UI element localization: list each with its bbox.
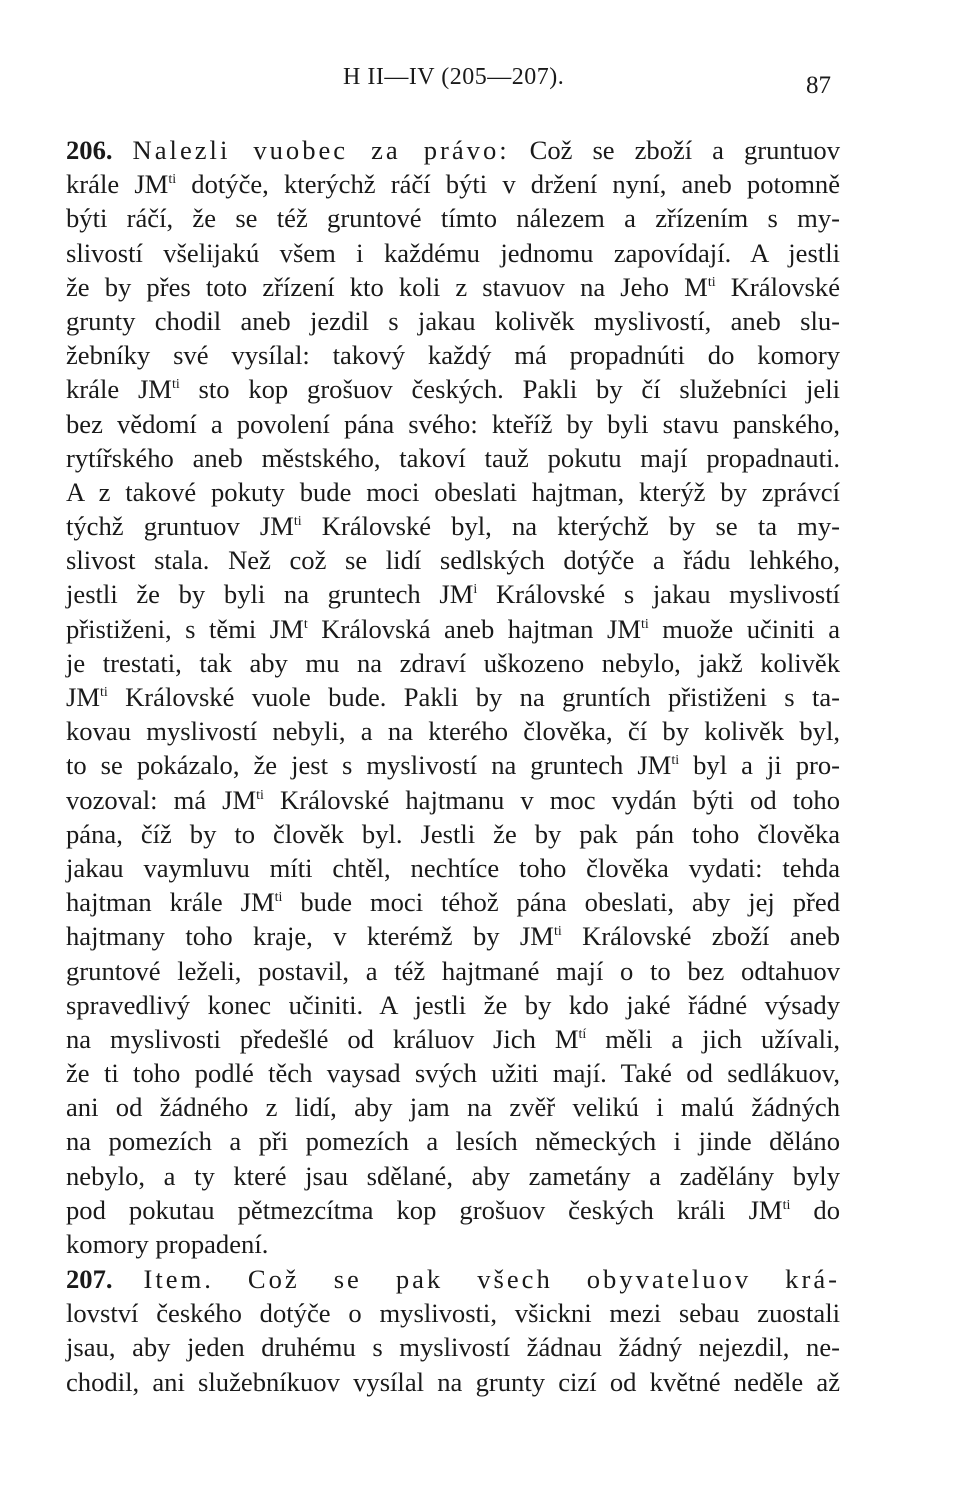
text-line: jakau vaymluvu míti chtěl, nechtíce toho člověka vydati: tehda [66,852,840,883]
text-line: krále $JM^{ti}$ sto kop grošuov českých. Pakli by čí služebníci jeli [66,374,840,405]
paragraph-207 [66,1262,840,1399]
text-line: na myslivosti předešlé od králuov Jich $M^{tí}$ měli a jich užívali, [66,1023,841,1054]
section-heading: Nalezli vuobec za právo: [132,135,510,165]
text-line: jestli že by byli na gruntech $JM^i$ Královské s jakau myslivostí [66,579,840,610]
text-line: je trestati, tak aby mu na zdraví uškozeno nebylo, jakž kolivěk [66,647,840,678]
text-line: gruntové leželi, postavil, a též hajtmané mají o to bez odtahuov [66,955,840,986]
text-line: týchž gruntuov $JM^{ti}$ Královské byl, na kterýchž by se ta my- [66,511,840,542]
text-line: slivost stala. Než což se lidí sedlských dotýče a řádu lehkého, [66,545,840,576]
text-line: lovství českého dotýče o myslivosti, všickni mezi sebau zuostali [66,1298,840,1329]
text-line: slivostí všelijakú všem i každému jednomu zapovídají. A jestli [66,237,840,268]
text-line: žebníky své vysílal: takový každý má propadnúti do komory [66,340,840,371]
text-line: pána, číž by to člověk byl. Jestli že by pak pán toho člověka [66,818,840,849]
text-line: býti ráčí, že se též gruntové tímto nálezem a zřízením s my- [66,203,840,234]
running-head [0,64,960,99]
text-line: A z takové pokuty bude moci obeslati hajtman, kterýž by zprávcí [66,476,840,507]
text-line: $JM^{ti}$ Královské vuole bude. Pakli by na gruntích přistiženi s ta- [66,682,840,712]
text-line: kovau myslivostí nebyli, a na kterého člověka, čí by kolivěk byl, [66,716,840,747]
running-title: H II—IV (205—207). [343,64,565,90]
text-line: že ti toho podlé těch vaysad svých užiti mají. Také od sedlákuov, [66,1058,840,1089]
text-line: ani od žádného z lidí, aby jam na zvěř velikú i malú žádných [66,1092,840,1123]
text-line: nebylo, a ty které jsau sdělané, aby zametány a zadělány byly [66,1160,840,1191]
text-line: hajtmany toho kraje, v kterémž by $JM^{ti}$ Královské zboží aneb [66,921,840,952]
text-line: komory propadení. [66,1229,269,1259]
text-line: rytířského aneb městského, takoví tauž pokutu mají propadnauti. [66,442,840,473]
text-line [66,1262,840,1296]
text-line: chodil, ani služebníkuov vysílal na grunty cizí od květné neděle až [66,1366,840,1397]
text-line: na pomezích a při pomezích a lesích německých i jinde děláno [66,1126,840,1157]
text-line: pod pokutau pětmezcítma kop grošuov českých králi $JM^{ti}$ do [66,1194,840,1225]
text-line: že by přes toto zřízení kto koli z stavuov na Jeho $M^{ti}$ Královské [66,271,840,302]
text-line: to se pokázalo, že jest s myslivostí na gruntech $JM^{ti}$ byl a ji pro- [66,750,840,781]
text-line: přistiženi, s těmi $JM^t$ Královská aneb hajtman $JM^{ti}$ muože učiniti a [66,613,840,644]
section-heading: Item. Což se pak všech obyvateluov krá- [143,1264,840,1294]
section-number: 206. [66,135,113,165]
text-line: bez vědomí a povolení pána svého: kteříž by byli stavu panského, [66,408,840,439]
text-line: jsau, aby jeden druhému s myslivostí žádnau žádný nejezdil, ne- [66,1332,840,1363]
section-number: 207. [66,1264,113,1294]
text-line: spravedlivý konec učiniti. A jestli že by kdo jaké řádné výsady [66,989,840,1020]
page-number: 87 [806,72,831,99]
text-line: 206. Nalezli vuobec za právo: Což se zboží a gruntuov [66,135,840,165]
text-line: vozoval: má $JM^{ti}$ Královské hajtmanu v moc vydán býti od toho [66,784,840,815]
paragraph-206 [66,133,840,1261]
text-line: grunty chodil aneb jezdil s jakau kolivěk myslivostí, aneb slu- [66,305,840,336]
text-line: krále $JM^{ti}$ dotýče, kterýchž ráčí býti v držení nyní, aneb potomně [66,169,840,200]
text-line: hajtman krále $JM^{ti}$ bude moci téhož pána obeslati, aby jej před [66,887,840,918]
